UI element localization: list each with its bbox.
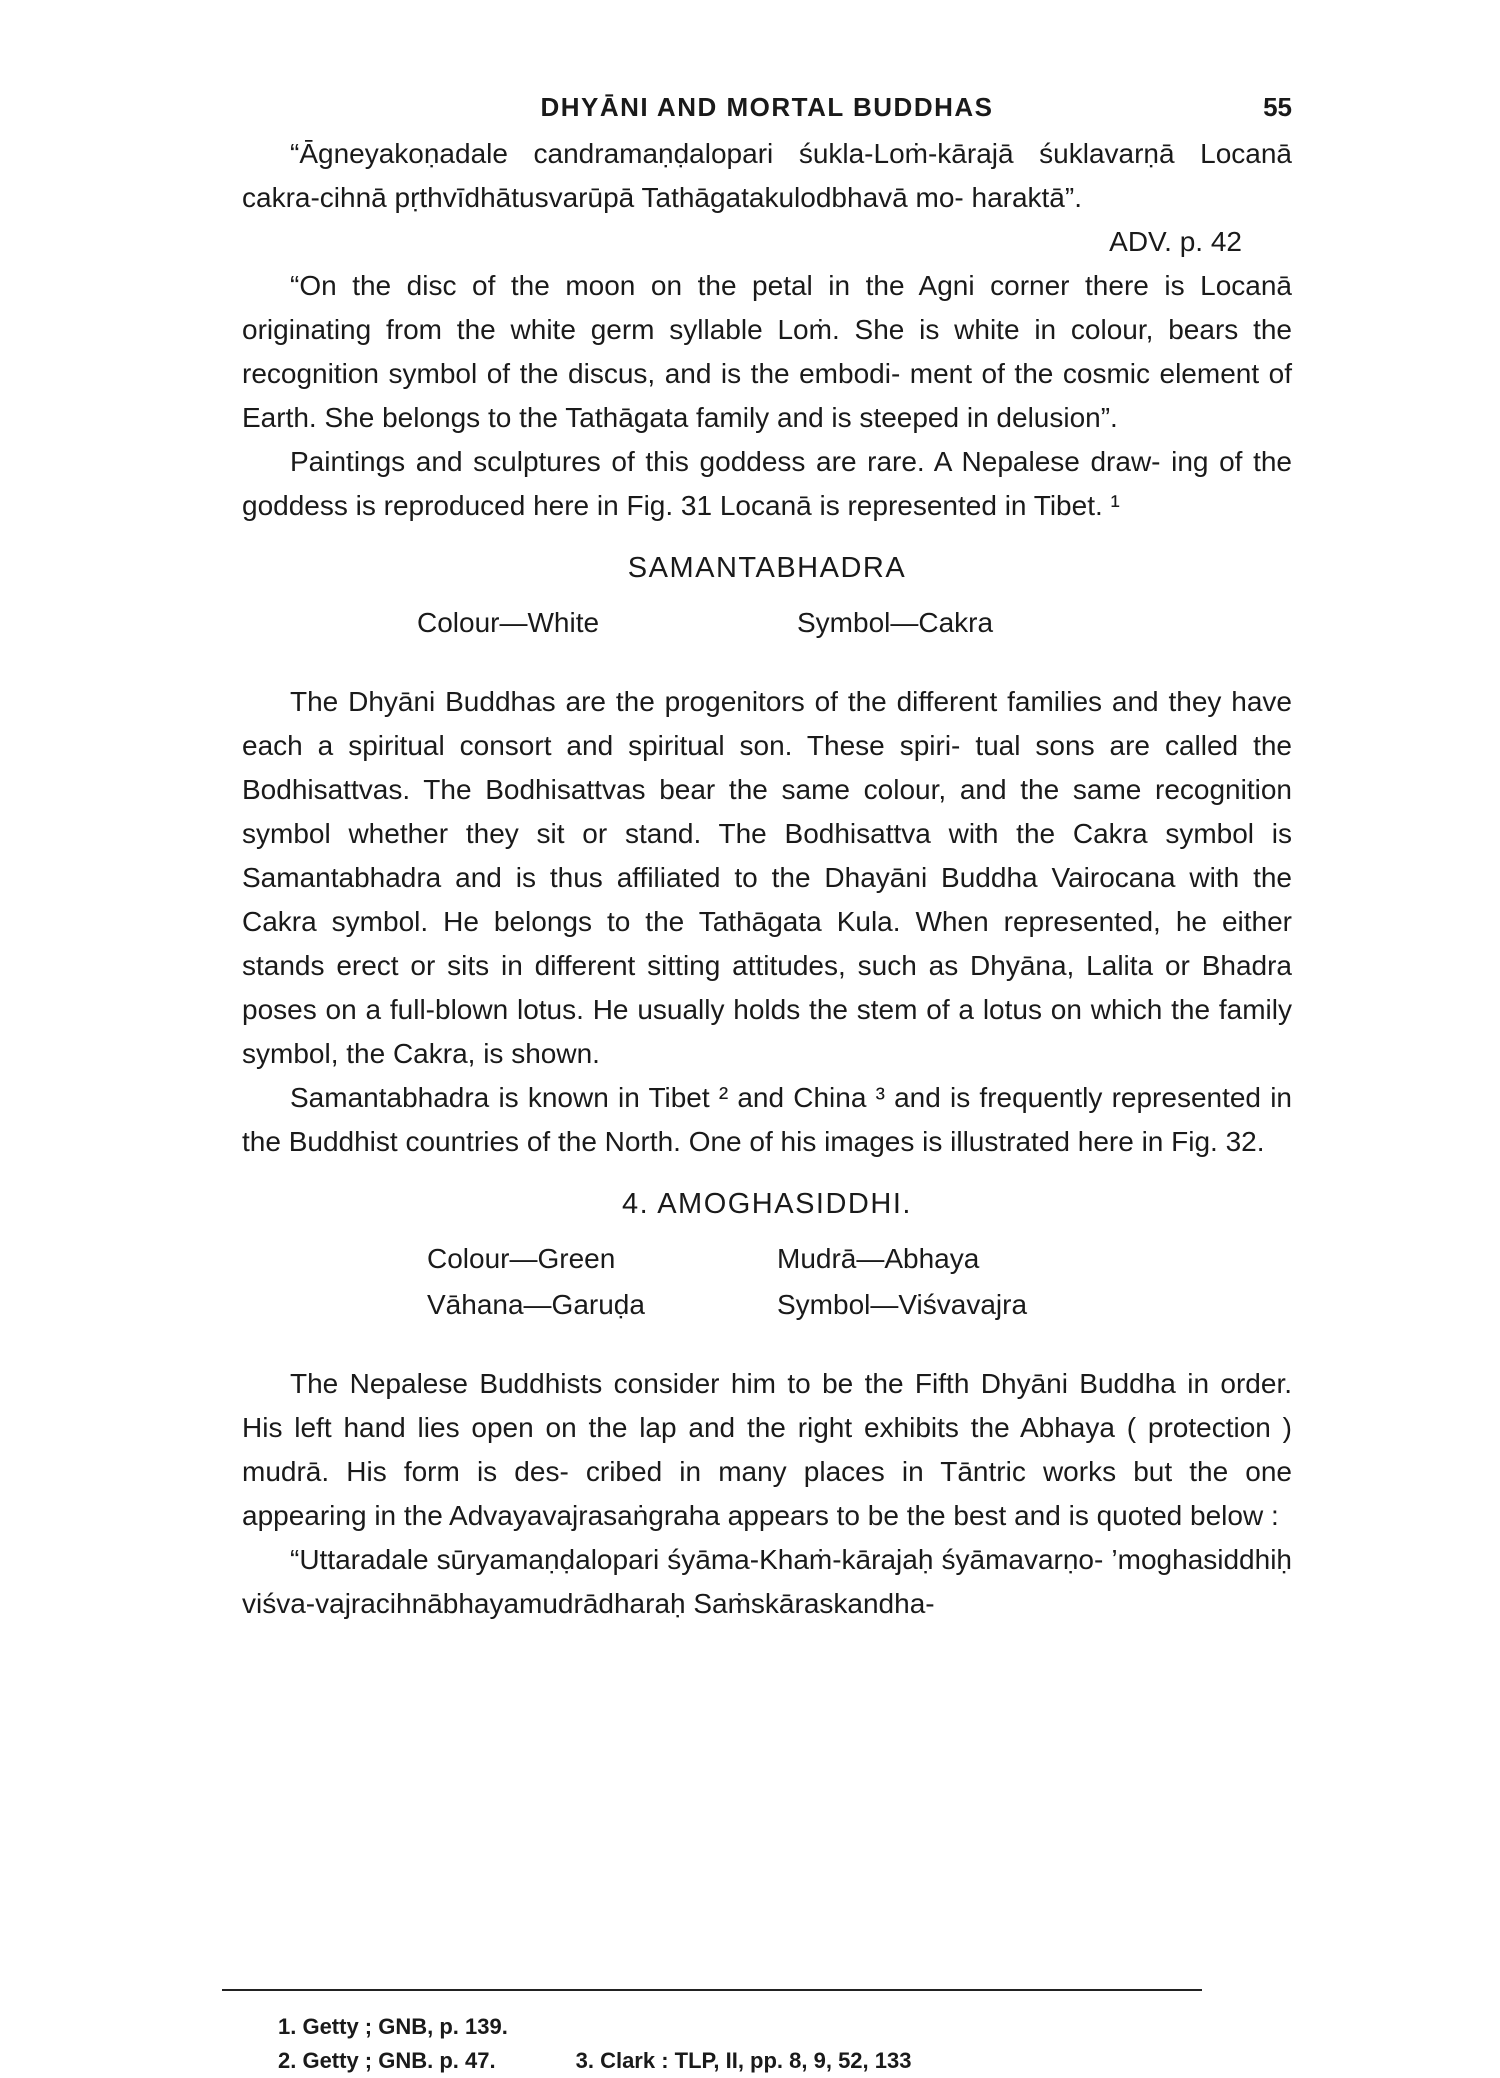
paragraph-samantabhadra-known: Samantabhadra is known in Tibet ² and China ³ and is frequently represented in the Buddhist countries of the North. One of his images is illustrated here in Fig. 32. [242, 1082, 1292, 1157]
paragraph-nepalese: The Nepalese Buddhists consider him to be the Fifth Dhyāni Buddha in order. His left hand lies open on the lap and the right exhibits the Abhaya ( protection ) mudrā. His form is des- cribed in many places in Tāntric works but the one appearing in the Advayavajrasaṅgraha appears to be the best and is quoted below : [242, 1368, 1292, 1531]
heading-amoghasiddhi: 4. AMOGHASIDDHI. [622, 1188, 912, 1220]
page-number: 55 [1263, 92, 1292, 122]
footnote-2: 2. Getty ; GNB. p. 47. [278, 2048, 496, 2073]
footnote-1: 1. Getty ; GNB, p. 139. [278, 2014, 508, 2039]
sanskrit-quote-locana: “Āgneyakoṇadale candramaṇḍalopari śukla-Loṁ-kārajā śuklavarṇā Locanā cakra-cihnā pṛthvīdhātusvarūpā Tathāgatakulodbhavā mo- haraktā”. [242, 138, 1292, 213]
page-title: DHYĀNI AND MORTAL BUDDHAS [540, 92, 994, 122]
sanskrit-quote-amoghasiddhi: “Uttaradale sūryamaṇḍalopari śyāma-Khaṁ-kārajaḥ śyāmavarṇo- ’moghasiddhiḥ viśva-vajracihnābhayamudrādharaḥ Saṁskāraskandha- [242, 1544, 1292, 1619]
amoghasiddhi-colour: Colour—Green [427, 1243, 616, 1274]
samantabhadra-symbol: Symbol—Cakra [797, 607, 994, 638]
amoghasiddhi-symbol: Symbol—Viśvavajra [777, 1289, 1028, 1320]
samantabhadra-colour: Colour—White [417, 607, 600, 638]
footnote-row [278, 2044, 1278, 2078]
quote-reference: ADV. p. 42 [1109, 226, 1242, 257]
amoghasiddhi-attributes [242, 1236, 1292, 1328]
running-head [242, 92, 1292, 132]
amoghasiddhi-vahana: Vāhana—Garuḍa [427, 1289, 645, 1320]
footnotes [278, 2010, 1278, 2078]
samantabhadra-attributes [242, 600, 1292, 646]
translation-locana: “On the disc of the moon on the petal in the Agni corner there is Locanā originating from the white germ syllable Loṁ. She is white in colour, bears the recognition symbol of the discus, and is the embodi- ment of the cosmic element of Earth. She belongs to the Tathāgata family and is steeped in delusion”. [242, 270, 1292, 433]
footnote-3: 3. Clark : TLP, II, pp. 8, 9, 52, 133 [575, 2048, 912, 2073]
paragraph-dhyani-families: The Dhyāni Buddhas are the progenitors of the different families and they have each a spiritual consort and spiritual son. These spiri- tual sons are called the Bodhisattvas. The Bodhisattvas bear the same colour, and the same recognition symbol whether they sit or stand. The Bodhisattva with the Cakra symbol is Samantabhadra and is thus affiliated to the Dhayāni Buddha Vairocana with the Cakra symbol. He belongs to the Tathāgata Kula. When represented, he either stands erect or sits in different sitting attitudes, such as Dhyāna, Lalita or Bhadra poses on a full-blown lotus. He usually holds the stem of a lotus on which the family symbol, the Cakra, is shown. [242, 686, 1292, 1069]
footnote-divider [222, 1989, 1202, 1991]
amoghasiddhi-mudra: Mudrā—Abhaya [777, 1243, 980, 1274]
quote-reference-line [242, 220, 1292, 264]
heading-samantabhadra: SAMANTABHADRA [627, 552, 907, 584]
book-page [242, 92, 1292, 1626]
paragraph-paintings: Paintings and sculptures of this goddess are rare. A Nepalese draw- ing of the goddess is reproduced here in Fig. 31 Locanā is represented in Tibet. ¹ [242, 446, 1292, 521]
